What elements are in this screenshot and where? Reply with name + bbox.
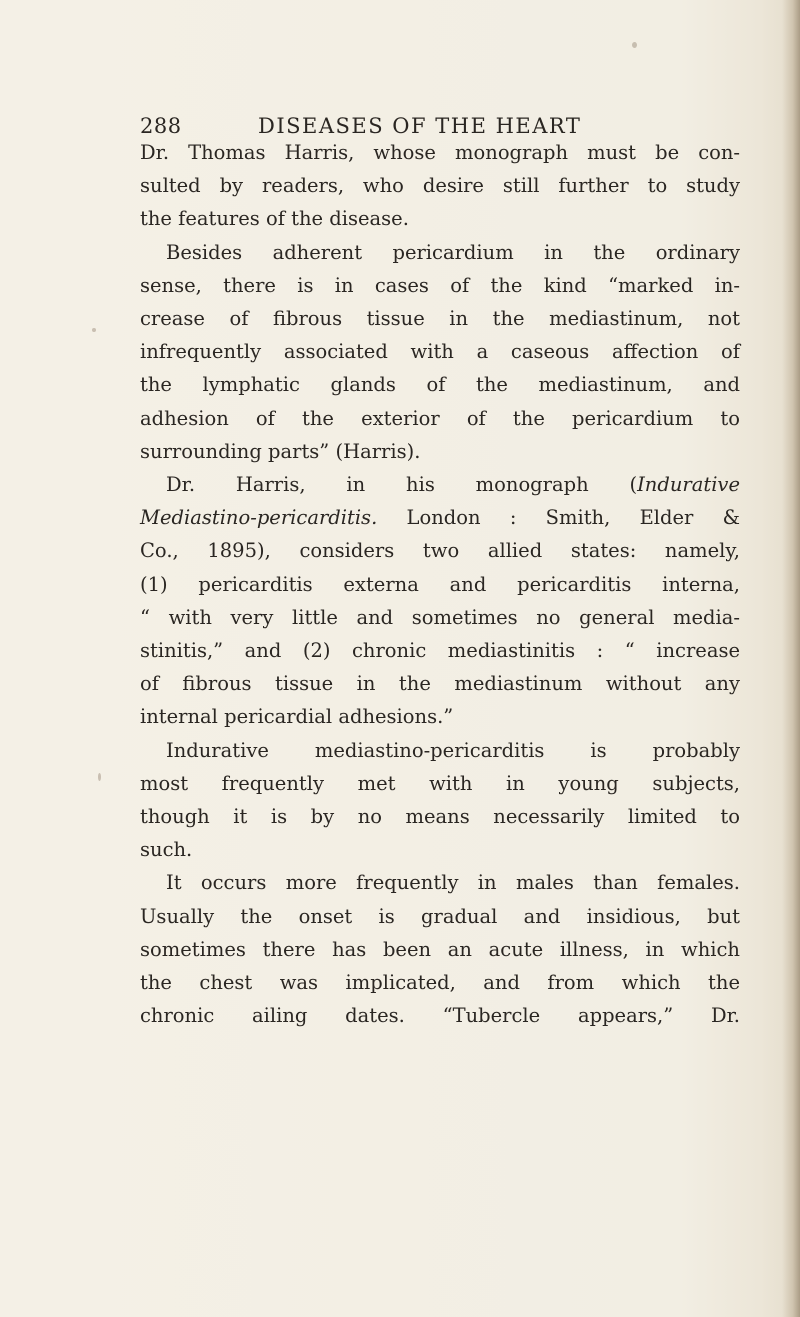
paper-speck (632, 42, 637, 48)
text-line: Usually the onset is gradual and insidious, but (140, 904, 740, 928)
text-line: sense, there is in cases of the kind “marked in- (140, 273, 740, 297)
text-line: surrounding parts” (Harris). (140, 439, 421, 463)
text-line: Indurative mediastino-pericarditis is probably (166, 738, 740, 762)
text-line: though it is by no means necessarily limited to (140, 805, 740, 829)
text-line: (1) pericarditis externa and pericarditis interna, (140, 572, 740, 596)
text-line: internal pericardial adhesions.” (140, 705, 454, 729)
text-line: the lymphatic glands of the mediastinum, and (140, 373, 740, 397)
page-edge-shadow (782, 0, 800, 1317)
body-text (140, 136, 740, 1032)
text-line (140, 501, 740, 534)
text-line: adhesion of the exterior of the pericardium to (140, 406, 740, 430)
text-run: London : Smith, Elder & (377, 506, 740, 530)
paragraph-4 (140, 734, 740, 867)
text-line: Dr. Thomas Harris, whose monograph must be con- (140, 141, 740, 164)
text-line: Besides adherent pericardium in the ordinary (166, 240, 740, 264)
text-run: Dr. Harris, in his monograph ( (166, 473, 638, 497)
paragraph-1 (140, 136, 740, 236)
text-line (140, 468, 740, 501)
text-line: crease of fibrous tissue in the mediastinum, not (140, 307, 740, 331)
italic-title: Indurative (637, 473, 740, 497)
text-line: sulted by readers, who desire still further to study (140, 174, 740, 198)
text-line: the chest was implicated, and from which the (140, 971, 740, 995)
text-line: chronic ailing dates. “Tubercle appears,” Dr. (140, 1004, 740, 1028)
text-line: of fibrous tissue in the mediastinum without any (140, 672, 740, 696)
running-head-title: DISEASES OF THE HEART (258, 114, 582, 138)
text-line: Co., 1895), considers two allied states: namely, (140, 539, 740, 563)
paragraph-3 (140, 468, 740, 734)
paragraph-2 (140, 236, 740, 468)
text-line: the features of the disease. (140, 207, 409, 231)
text-line: such. (140, 838, 193, 862)
paper-speck (92, 328, 96, 332)
text-line: sometimes there has been an acute illness, in which (140, 937, 740, 961)
text-line: infrequently associated with a caseous affection of (140, 340, 740, 364)
text-line: It occurs more frequently in males than females. (166, 871, 740, 895)
text-line: most frequently met with in young subjects, (140, 771, 740, 795)
paper-speck (98, 773, 101, 781)
paragraph-5 (140, 866, 740, 1032)
italic-title: Mediastino-pericarditis. (140, 506, 378, 530)
text-line: stinitis,” and (2) chronic mediastinitis : “ increase (140, 639, 740, 663)
text-line: “ with very little and sometimes no general media- (140, 605, 740, 629)
page-number: 288 (140, 114, 182, 138)
